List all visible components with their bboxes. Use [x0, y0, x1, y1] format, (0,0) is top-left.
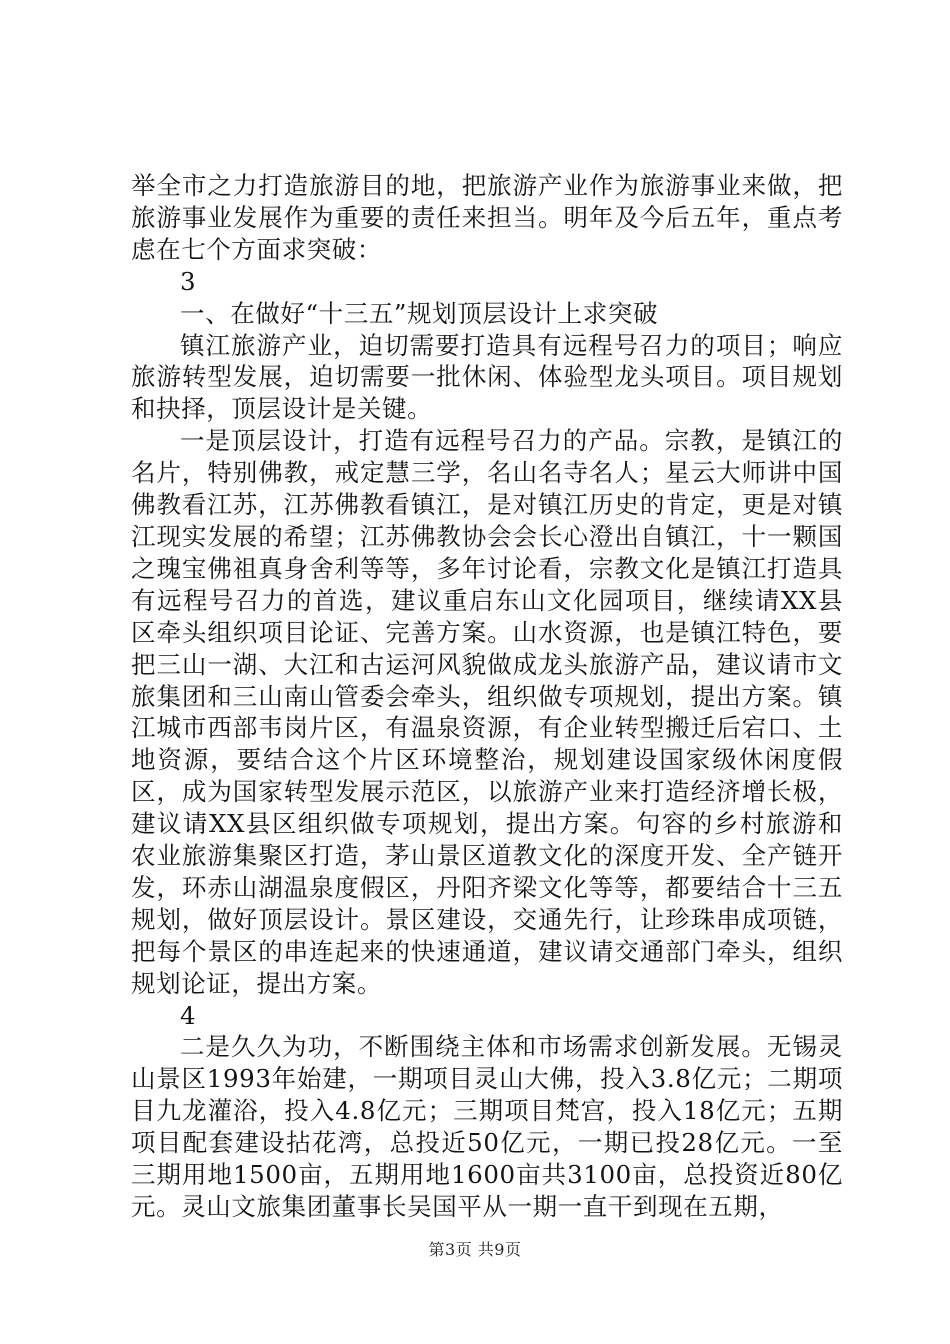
section-heading: 一、在做好“十三五”规划顶层设计上求突破: [180, 298, 659, 328]
paragraph-tourism-industry: 镇江旅游产业，迫切需要打造具有远程号召力的项目；响应旅游转型发展，迫切需要一批休闲、体验型龙头项目。项目规划和抉择，顶层设计是关键。: [131, 330, 843, 424]
paragraph-sustained-effort: 二是久久为功，不断围绕主体和市场需求创新发展。无锡灵山景区1993年始建，一期项目灵山大佛，投入3.8亿元；二期项目九龙灌浴，投入4.8亿元；三期项目梵宫，投入18亿元；五期项目配套建设拈花湾，总投近50亿元，一期已投28亿元。一至三期用地1500亩，五期用地1600亩共3100亩，总投资近80亿元。灵山文旅集团董事长吴国平从一期一直干到现在五期，: [131, 1032, 843, 1221]
paragraph-intro: 举全市之力打造旅游目的地，把旅游产业作为旅游事业来做，把旅游事业发展作为重要的责任来担当。明年及今后五年，重点考虑在七个方面求突破：: [131, 171, 843, 264]
page-marker-4: 4: [180, 1000, 197, 1030]
paragraph-top-level-design: 一是顶层设计，打造有远程号召力的产品。宗教，是镇江的名片，特别佛教，戒定慧三学，名山名寺名人；星云大师讲中国佛教看江苏，江苏佛教看镇江，是对镇江历史的肯定，更是对镇江现实发展的希望；江苏佛教协会会长心澄出自镇江，十一颗国之瑰宝佛祖真身舍利等等，多年讨论看，宗教文化是镇江打造具有远程号召力的首选，建议重启东山文化园项目，继续请XX县区牵头组织项目论证、完善方案。山水资源，也是镇江特色，要把三山一湖、大江和古运河风貌做成龙头旅游产品，建议请市文旅集团和三山南山管委会牵头，组织做专项规划，提出方案。镇江城市西部韦岗片区，有温泉资源，有企业转型搬迁后宕口、土地资源，要结合这个片区环境整治，规划建设国家级休闲度假区，成为国家转型发展示范区，以旅游产业来打造经济增长极，建议请XX县区组织做专项规划，提出方案。句容的乡村旅游和农业旅游集聚区打造，茅山景区道教文化的深度开发、全产链开发，环赤山湖温泉度假区，丹阳齐梁文化等等，都要结合十三五规划，做好顶层设计。景区建设，交通先行，让珍珠串成项链，把每个景区的串连起来的快速通道，建议请交通部门牵头，组织规划论证，提出方案。: [131, 426, 843, 998]
document-body: [131, 170, 843, 1223]
page-footer: 第3页 共9页: [428, 1240, 522, 1259]
page-marker-3: 3: [180, 266, 197, 296]
